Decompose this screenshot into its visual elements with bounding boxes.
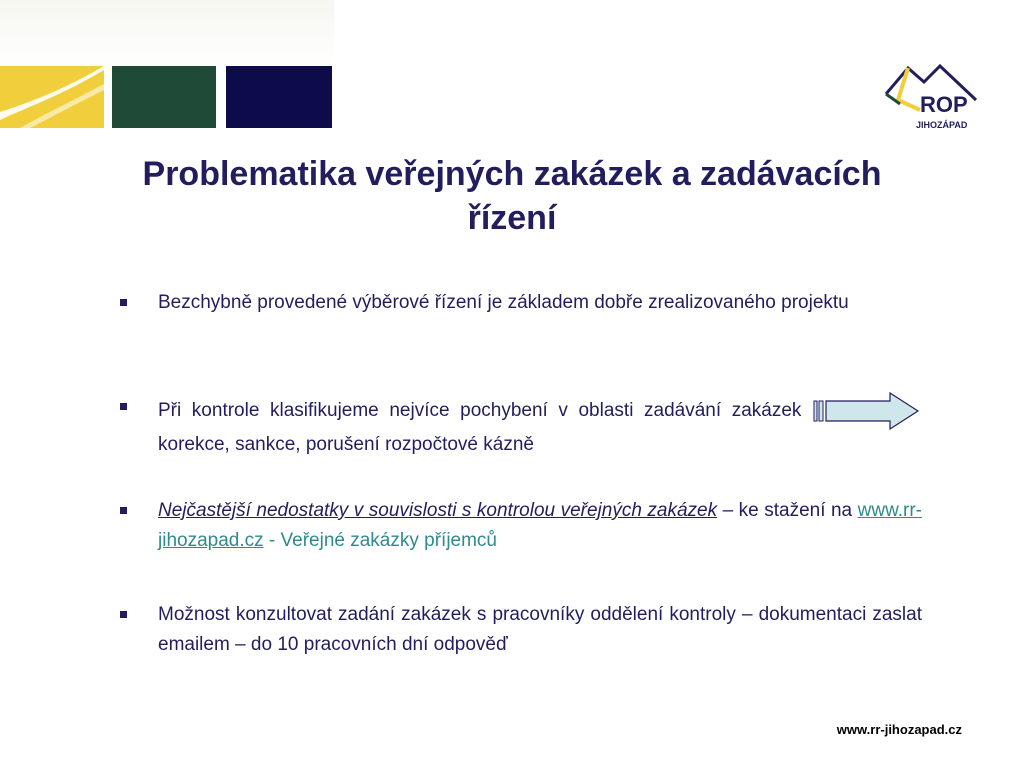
svg-text:JIHOZÁPAD: JIHOZÁPAD xyxy=(916,120,968,130)
footer-url[interactable]: www.rr-jihozapad.cz xyxy=(836,722,962,737)
header-band-yellow xyxy=(0,66,104,128)
svg-text:ROP: ROP xyxy=(920,92,968,117)
page-title xyxy=(60,152,964,240)
bullet-text xyxy=(158,496,922,556)
header-background xyxy=(0,0,334,66)
right-arrow-icon xyxy=(812,392,922,430)
bullet-icon xyxy=(120,611,127,618)
header-band-green xyxy=(112,66,216,128)
title-line-2: řízení xyxy=(467,199,557,237)
header-band-navy xyxy=(226,66,332,128)
document-title-link[interactable]: Nejčastější nedostatky v souvislosti s kontrolou veřejných zakázek xyxy=(158,500,718,521)
title-line-1: Problematika veřejných zakázek a zadávacích xyxy=(142,155,882,193)
bullet-text xyxy=(158,392,922,460)
bullet-icon xyxy=(120,299,127,306)
website-link[interactable]: www.rr-jihozapad.cz xyxy=(158,500,923,551)
bullet-icon xyxy=(120,507,127,514)
bullet-dash-text: – ke stažení na xyxy=(717,500,858,521)
section-name: - Veřejné zakázky příjemců xyxy=(263,530,497,551)
rop-logo xyxy=(880,60,984,132)
bullet-text-after: korekce, sankce, porušení rozpočtové kázně xyxy=(158,434,534,455)
bullet-icon xyxy=(120,403,127,410)
bullet-text-before: Při kontrole klasifikujeme nejvíce pochybení v oblasti zadávání zakázek xyxy=(158,400,802,422)
bullet-text: Bezchybně provedené výběrové řízení je základem dobře zrealizovaného projektu xyxy=(158,292,849,313)
swoosh-decoration xyxy=(0,66,104,128)
bullet-text: Možnost konzultovat zadání zakázek s pracovníky oddělení kontroly – dokumentaci zaslat emailem – do 10 pracovních dní odpověď xyxy=(158,604,922,655)
